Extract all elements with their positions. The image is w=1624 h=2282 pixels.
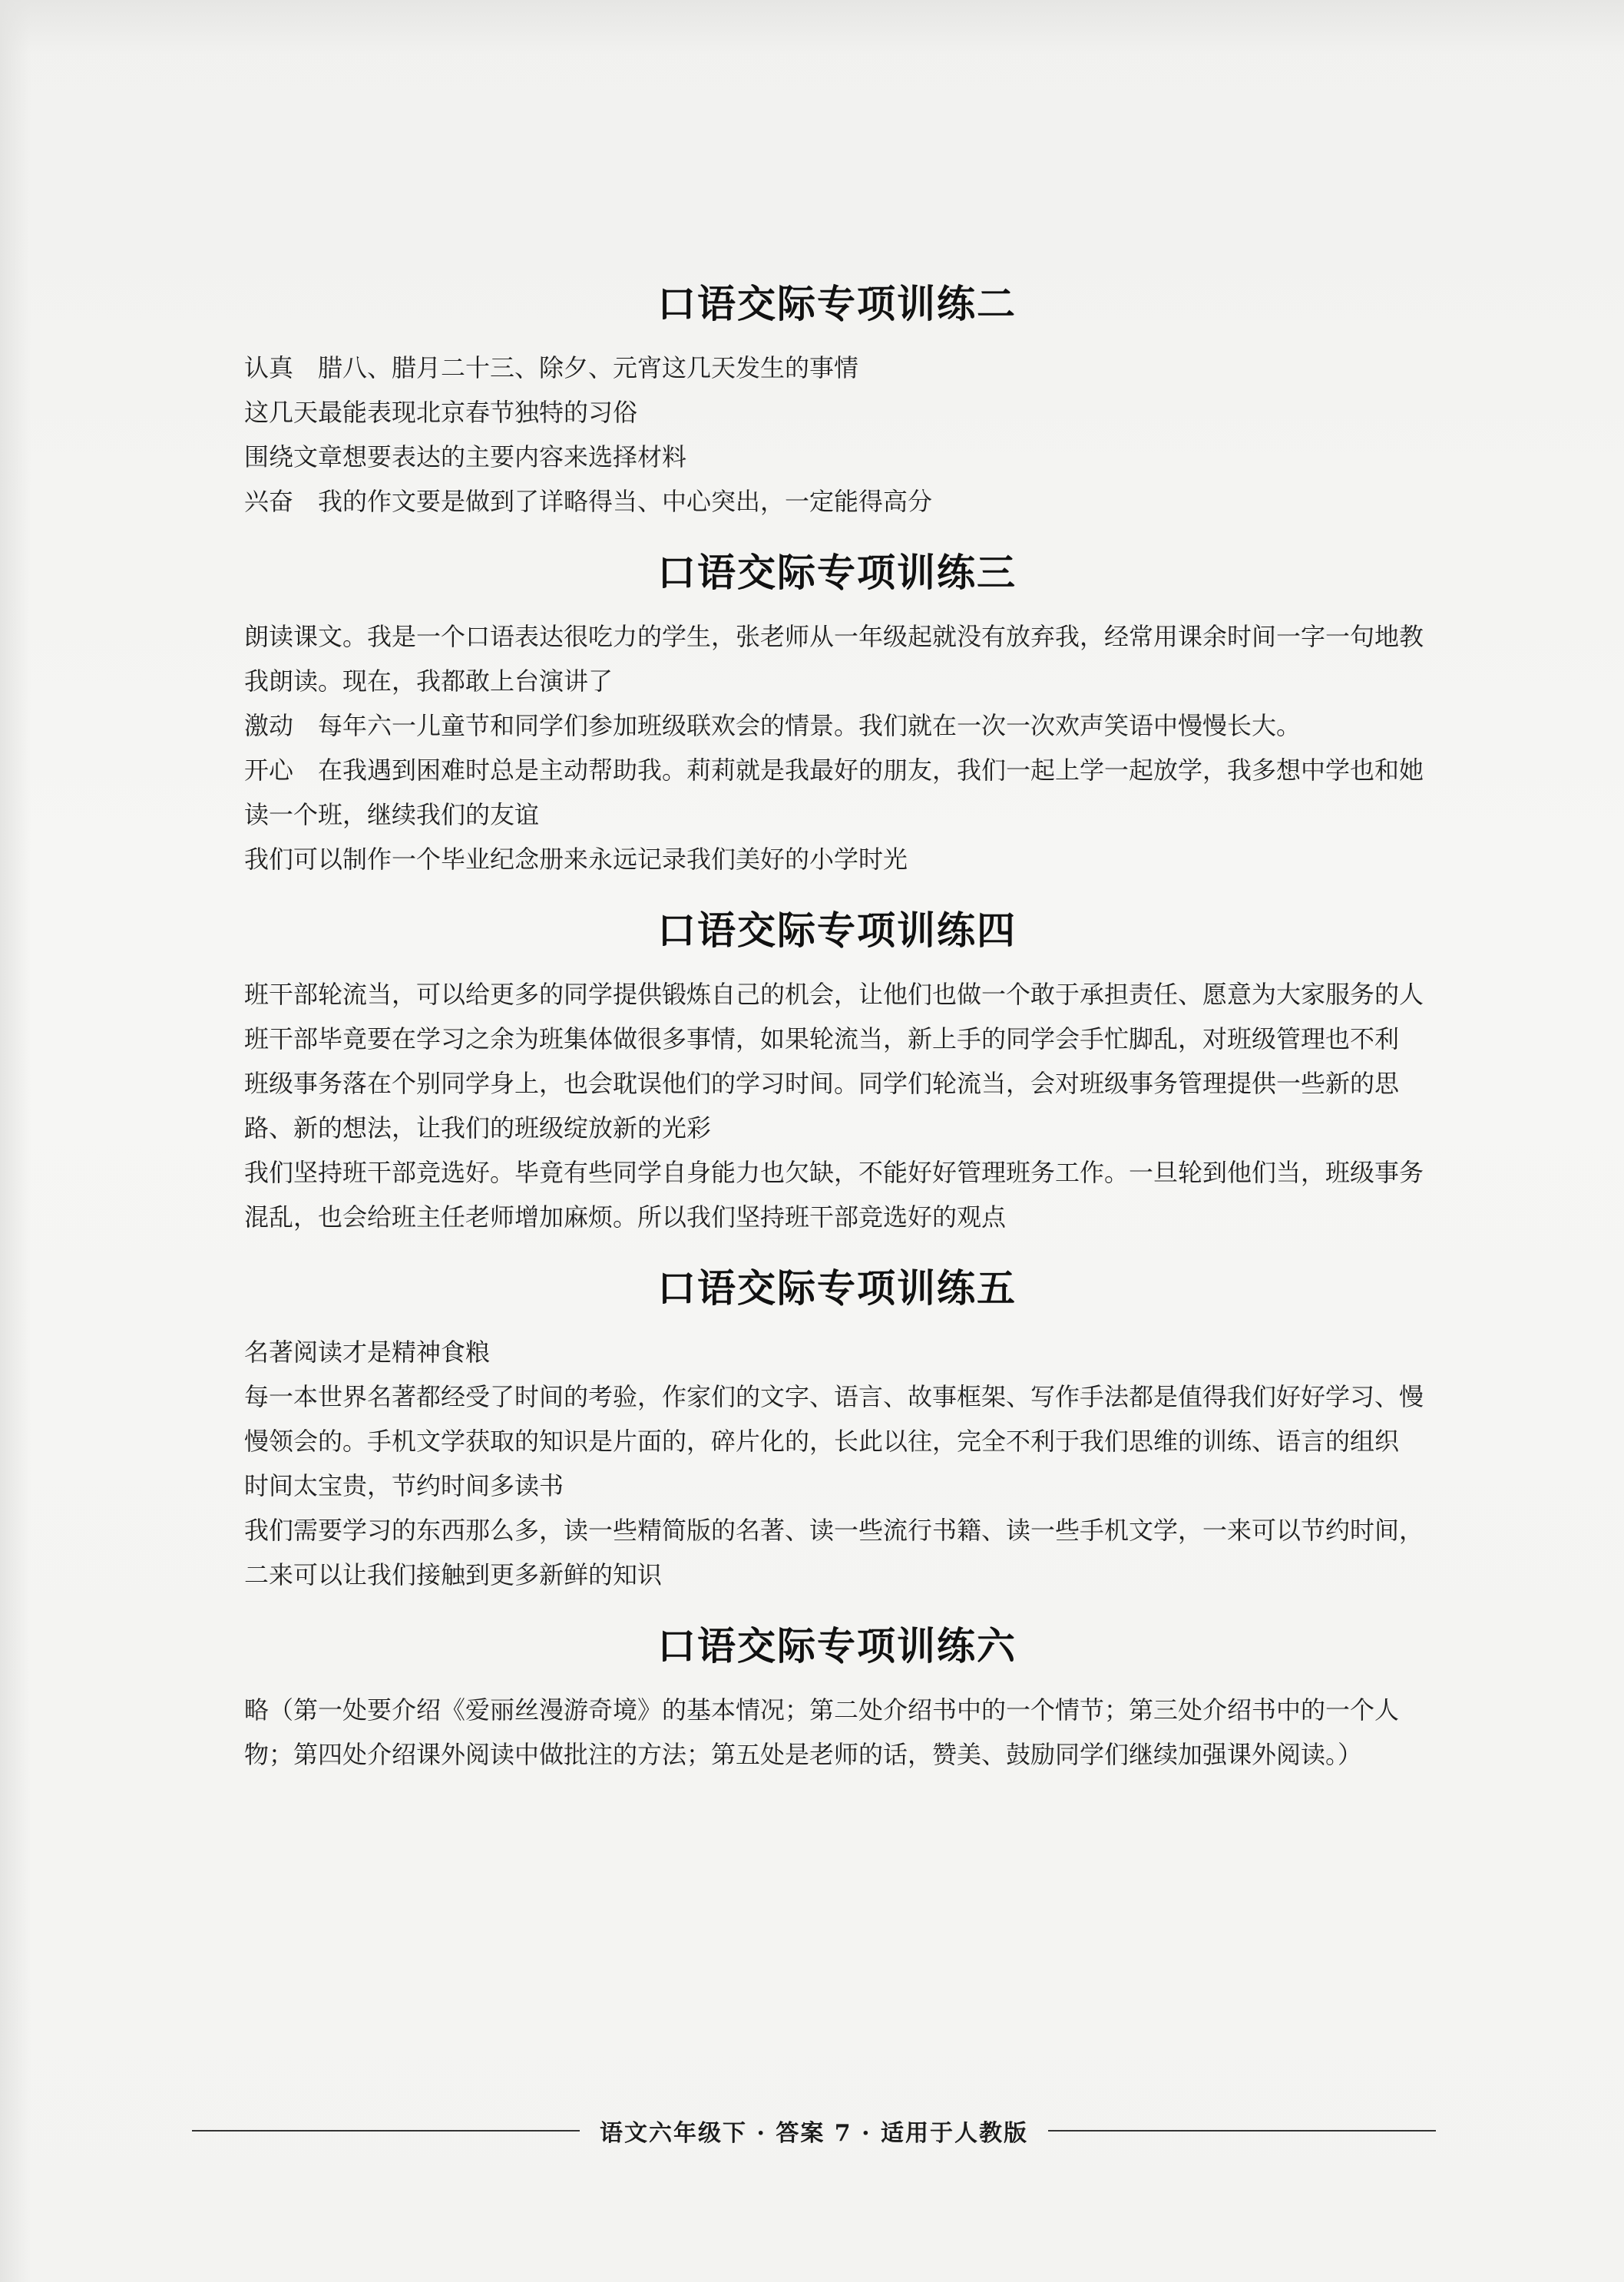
- page-content: [230, 253, 1444, 1791]
- page-footer: [192, 2108, 1436, 2154]
- section-training-2: [230, 269, 1444, 524]
- answer-list: [230, 1330, 1444, 1597]
- answer-line: 班级事务落在个别同学身上，也会耽误他们的学习时间。同学们轮流当，会对班级事务管理提供一些新的思路、新的想法，让我们的班级绽放新的光彩: [244, 1069, 1400, 1143]
- answer-list: [230, 614, 1444, 881]
- section-title: 口语交际专项训练四: [657, 908, 1017, 953]
- scan-shadow-top: [0, 0, 1624, 54]
- answer-line: 围绕文章想要表达的主要内容来选择材料: [244, 442, 687, 471]
- answer-line: 我们可以制作一个毕业纪念册来永远记录我们美好的小学时光: [244, 845, 908, 874]
- answer-list: [230, 346, 1444, 524]
- answer-line: 时间太宝贵，节约时间多读书: [244, 1471, 564, 1500]
- answer-line: 认真 腊八、腊月二十三、除夕、元宵这几天发生的事情: [244, 353, 859, 382]
- scan-shadow-left: [0, 0, 31, 2282]
- section-training-3: [230, 537, 1444, 881]
- answer-line: 我们需要学习的东西那么多，读一些精简版的名著、读一些流行书籍、读一些手机文学，一来可以节约时间，二来可以让我们接触到更多新鲜的知识: [244, 1516, 1424, 1589]
- footer-label: 语文六年级下 · 答案 7 · 适用于人教版: [600, 2120, 1028, 2147]
- answer-line: 略（第一处要介绍《爱丽丝漫游奇境》的基本情况；第二处介绍书中的一个情节；第三处介绍书中的一个人物；第四处介绍课外阅读中做批注的方法；第五处是老师的话，赞美、鼓励同学们继续加强课外阅读。）: [244, 1695, 1400, 1769]
- answer-line: 朗读课文。我是一个口语表达很吃力的学生，张老师从一年级起就没有放弃我，经常用课余时间一字一句地教我朗读。现在，我都敢上台演讲了: [244, 622, 1424, 696]
- section-title: 口语交际专项训练六: [657, 1623, 1017, 1669]
- answer-list: [230, 972, 1444, 1239]
- section-training-4: [230, 895, 1444, 1239]
- answer-line: 激动 每年六一儿童节和同学们参加班级联欢会的情景。我们就在一次一次欢声笑语中慢慢长大。: [244, 711, 1302, 740]
- answer-line: 兴奋 我的作文要是做到了详略得当、中心突出，一定能得高分: [244, 487, 933, 516]
- section-title: 口语交际专项训练二: [657, 281, 1017, 326]
- section-title: 口语交际专项训练三: [657, 550, 1017, 595]
- answer-line: 名著阅读才是精神食粮: [244, 1338, 491, 1367]
- section-training-5: [230, 1253, 1444, 1597]
- answer-line: 每一本世界名著都经受了时间的考验，作家们的文字、语言、故事框架、写作手法都是值得我们好好学习、慢慢领会的。手机文学获取的知识是片面的，碎片化的，长此以往，完全不利于我们思维的训练、语言的组织: [244, 1382, 1424, 1456]
- answer-line: 这几天最能表现北京春节独特的习俗: [244, 398, 638, 427]
- answer-line: 班干部毕竟要在学习之余为班集体做很多事情，如果轮流当，新上手的同学会手忙脚乱，对班级管理也不利: [244, 1024, 1400, 1053]
- section-title: 口语交际专项训练五: [657, 1265, 1017, 1311]
- answer-line: 班干部轮流当，可以给更多的同学提供锻炼自己的机会，让他们也做一个敢于承担责任、愿意为大家服务的人: [244, 980, 1424, 1009]
- answer-list: [230, 1688, 1444, 1777]
- section-training-6: [230, 1611, 1444, 1777]
- answer-line: 开心 在我遇到困难时总是主动帮助我。莉莉就是我最好的朋友，我们一起上学一起放学，我多想中学也和她读一个班，继续我们的友谊: [244, 756, 1424, 829]
- footer-rule-left: [192, 2130, 580, 2132]
- answer-line: 我们坚持班干部竞选好。毕竟有些同学自身能力也欠缺，不能好好管理班务工作。一旦轮到他们当，班级事务混乱，也会给班主任老师增加麻烦。所以我们坚持班干部竞选好的观点: [244, 1158, 1424, 1232]
- footer-rule-right: [1048, 2130, 1436, 2132]
